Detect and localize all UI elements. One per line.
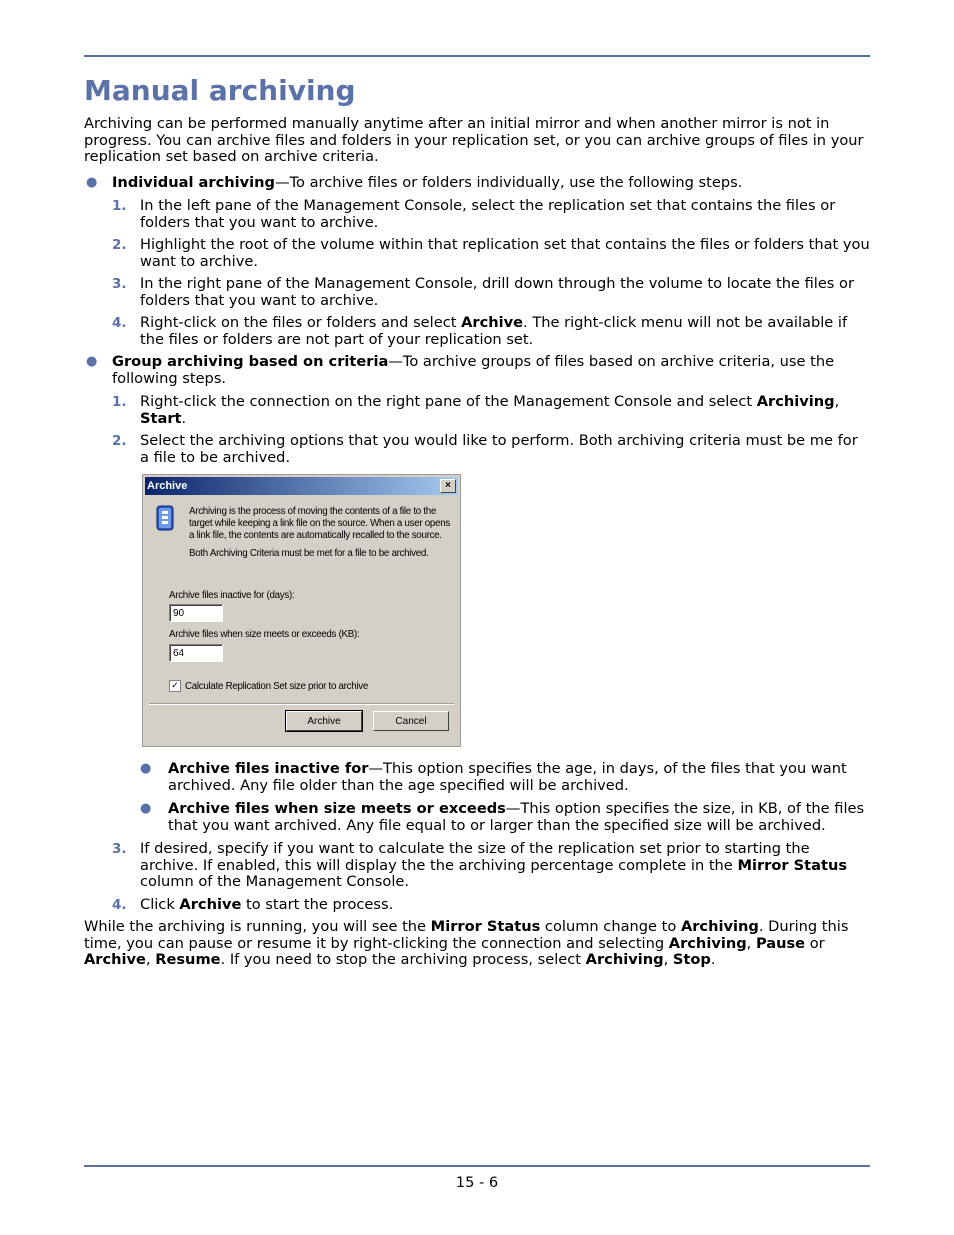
bullet-heading: Individual archiving bbox=[112, 173, 275, 191]
closing-bold: Resume bbox=[155, 951, 221, 968]
closing-bold: Archiving bbox=[585, 951, 664, 968]
step-text: In the left pane of the Management Console, select the replication set that contains the files or folders that you want to archive. bbox=[140, 197, 836, 231]
step-text: . bbox=[181, 409, 187, 427]
step-number: 1. bbox=[112, 198, 127, 214]
step-bold: Start bbox=[140, 409, 182, 427]
step-bold: Mirror Status bbox=[737, 856, 848, 874]
closing-text: , bbox=[746, 934, 756, 952]
closing-paragraph bbox=[84, 919, 870, 969]
step-number: 1. bbox=[112, 394, 127, 410]
checkmark-icon: ✓ bbox=[171, 680, 179, 690]
step-item bbox=[84, 394, 870, 427]
closing-bold: Pause bbox=[755, 934, 806, 952]
step-text: Highlight the root of the volume within that replication set that contains the files or folders that you want to archive. bbox=[140, 236, 870, 270]
footer-rule bbox=[84, 1165, 870, 1167]
close-icon: × bbox=[445, 480, 451, 491]
closing-bold: Archive bbox=[84, 951, 146, 968]
bullet-individual-archiving bbox=[84, 175, 870, 192]
archive-dialog bbox=[142, 474, 461, 747]
size-kb-label: Archive files when size meets or exceeds (KB): bbox=[169, 629, 360, 640]
dialog-titlebar bbox=[145, 477, 458, 495]
step-text: If desired, specify if you want to calculate the size of the replication set prior to starting the archive. If enabled, this will display the the archiving percentage complete in the bbox=[140, 840, 810, 874]
step-bold: Archiving bbox=[756, 393, 835, 410]
close-button[interactable] bbox=[440, 479, 456, 493]
step-text: to start the process. bbox=[241, 895, 394, 913]
closing-text: column change to bbox=[540, 918, 681, 935]
header-rule bbox=[84, 55, 870, 57]
closing-bold: Archiving bbox=[680, 918, 759, 935]
bullet-text: —To archive files or folders individually, use the following steps. bbox=[275, 173, 743, 191]
bullet-icon: ● bbox=[86, 174, 98, 190]
step-number: 4. bbox=[112, 896, 127, 913]
page-number: 15 - 6 bbox=[455, 1174, 499, 1191]
sub-bullet-inactive bbox=[84, 761, 870, 794]
step-number: 4. bbox=[112, 315, 127, 331]
step-number: 2. bbox=[112, 433, 127, 449]
step-item bbox=[84, 198, 870, 231]
bullet-icon: ● bbox=[140, 761, 152, 776]
step-number: 2. bbox=[112, 237, 127, 253]
inactive-days-input[interactable]: 90 bbox=[169, 604, 223, 622]
sub-bullet-size bbox=[84, 801, 870, 834]
closing-text: While the archiving is running, you will see the bbox=[84, 918, 431, 935]
step-text: In the right pane of the Management Console, drill down through the volume to locate the files or folders that you want to archive. bbox=[140, 275, 854, 309]
calculate-size-checkbox[interactable] bbox=[169, 680, 181, 692]
size-kb-input[interactable]: 64 bbox=[169, 644, 223, 662]
step-item bbox=[84, 237, 870, 270]
archive-button[interactable]: Archive bbox=[286, 711, 362, 731]
dialog-description-text: Archiving is the process of moving the contents of a file to the target while keeping a link file on the source. When a user opens a link file, the contents are automatically recalled to the source. bbox=[189, 506, 450, 541]
intro-paragraph: Archiving can be performed manually anytime after an initial mirror and when another mirror is not in progress. You can archive files and folders in your replication set, or you can archive groups of files in your replication set based on archive criteria. bbox=[84, 115, 864, 165]
step-item bbox=[84, 897, 870, 914]
bullet-text: —To archive groups of files based on archive criteria, use the following steps. bbox=[112, 353, 835, 387]
step-item bbox=[84, 433, 870, 466]
bullet-icon: ● bbox=[86, 354, 98, 369]
dialog-title: Archive bbox=[147, 480, 188, 492]
step-text: column of the Management Console. bbox=[140, 873, 410, 890]
page-title: Manual archiving bbox=[84, 74, 356, 107]
inactive-days-label: Archive files inactive for (days): bbox=[169, 590, 295, 601]
closing-bold: Mirror Status bbox=[430, 918, 541, 935]
step-text: Select the archiving options that you would like to perform. Both archiving criteria must be me for a file to be archived. bbox=[140, 432, 858, 466]
step-text: Right-click on the files or folders and select bbox=[140, 314, 462, 331]
dialog-separator bbox=[149, 703, 454, 705]
step-text: . The right-click menu will not be available if the files or folders are not part of your replication set. bbox=[140, 314, 848, 348]
step-item bbox=[84, 841, 870, 891]
closing-text: , bbox=[145, 951, 156, 968]
bullet-icon: ● bbox=[140, 801, 152, 816]
closing-text: . During this time, you can pause or resume it by right-clicking the connection and selecting bbox=[84, 918, 849, 952]
step-number: 3. bbox=[112, 841, 127, 857]
closing-bold: Archiving bbox=[668, 934, 747, 952]
closing-bold: Stop bbox=[672, 951, 711, 968]
step-bold: Archive bbox=[461, 314, 524, 331]
closing-text: , bbox=[663, 951, 673, 968]
cancel-button[interactable]: Cancel bbox=[373, 711, 449, 731]
archive-info-icon bbox=[154, 504, 176, 532]
sub-bullet-heading: Archive files when size meets or exceeds bbox=[168, 800, 506, 817]
closing-text: . If you need to stop the archiving process, select bbox=[220, 951, 586, 968]
dialog-description bbox=[189, 506, 451, 560]
sub-bullet-text: —This option specifies the age, in days, of the files that you want archived. Any file older than the age specified will be archived. bbox=[168, 760, 847, 794]
page-content bbox=[84, 116, 870, 969]
calculate-size-label: Calculate Replication Set size prior to archive bbox=[185, 681, 369, 692]
step-item bbox=[84, 315, 870, 348]
closing-text: . bbox=[710, 951, 716, 968]
closing-text: or bbox=[805, 934, 825, 952]
step-item bbox=[84, 276, 870, 309]
sub-bullet-heading: Archive files inactive for bbox=[168, 760, 369, 777]
step-bold: Archive bbox=[179, 895, 242, 913]
bullet-group-archiving bbox=[84, 354, 870, 387]
step-text: Right-click the connection on the right pane of the Management Console and select bbox=[140, 393, 757, 410]
step-number: 3. bbox=[112, 276, 127, 292]
bullet-heading: Group archiving based on criteria bbox=[112, 353, 389, 370]
step-text: , bbox=[834, 393, 840, 410]
dialog-criteria-note: Both Archiving Criteria must be met for a file to be archived. bbox=[189, 548, 429, 559]
step-text: Click bbox=[140, 895, 180, 913]
sub-bullet-text: —This option specifies the size, in KB, of the files that you want archived. Any file equal to or larger than the specified size will be archived. bbox=[168, 800, 865, 834]
